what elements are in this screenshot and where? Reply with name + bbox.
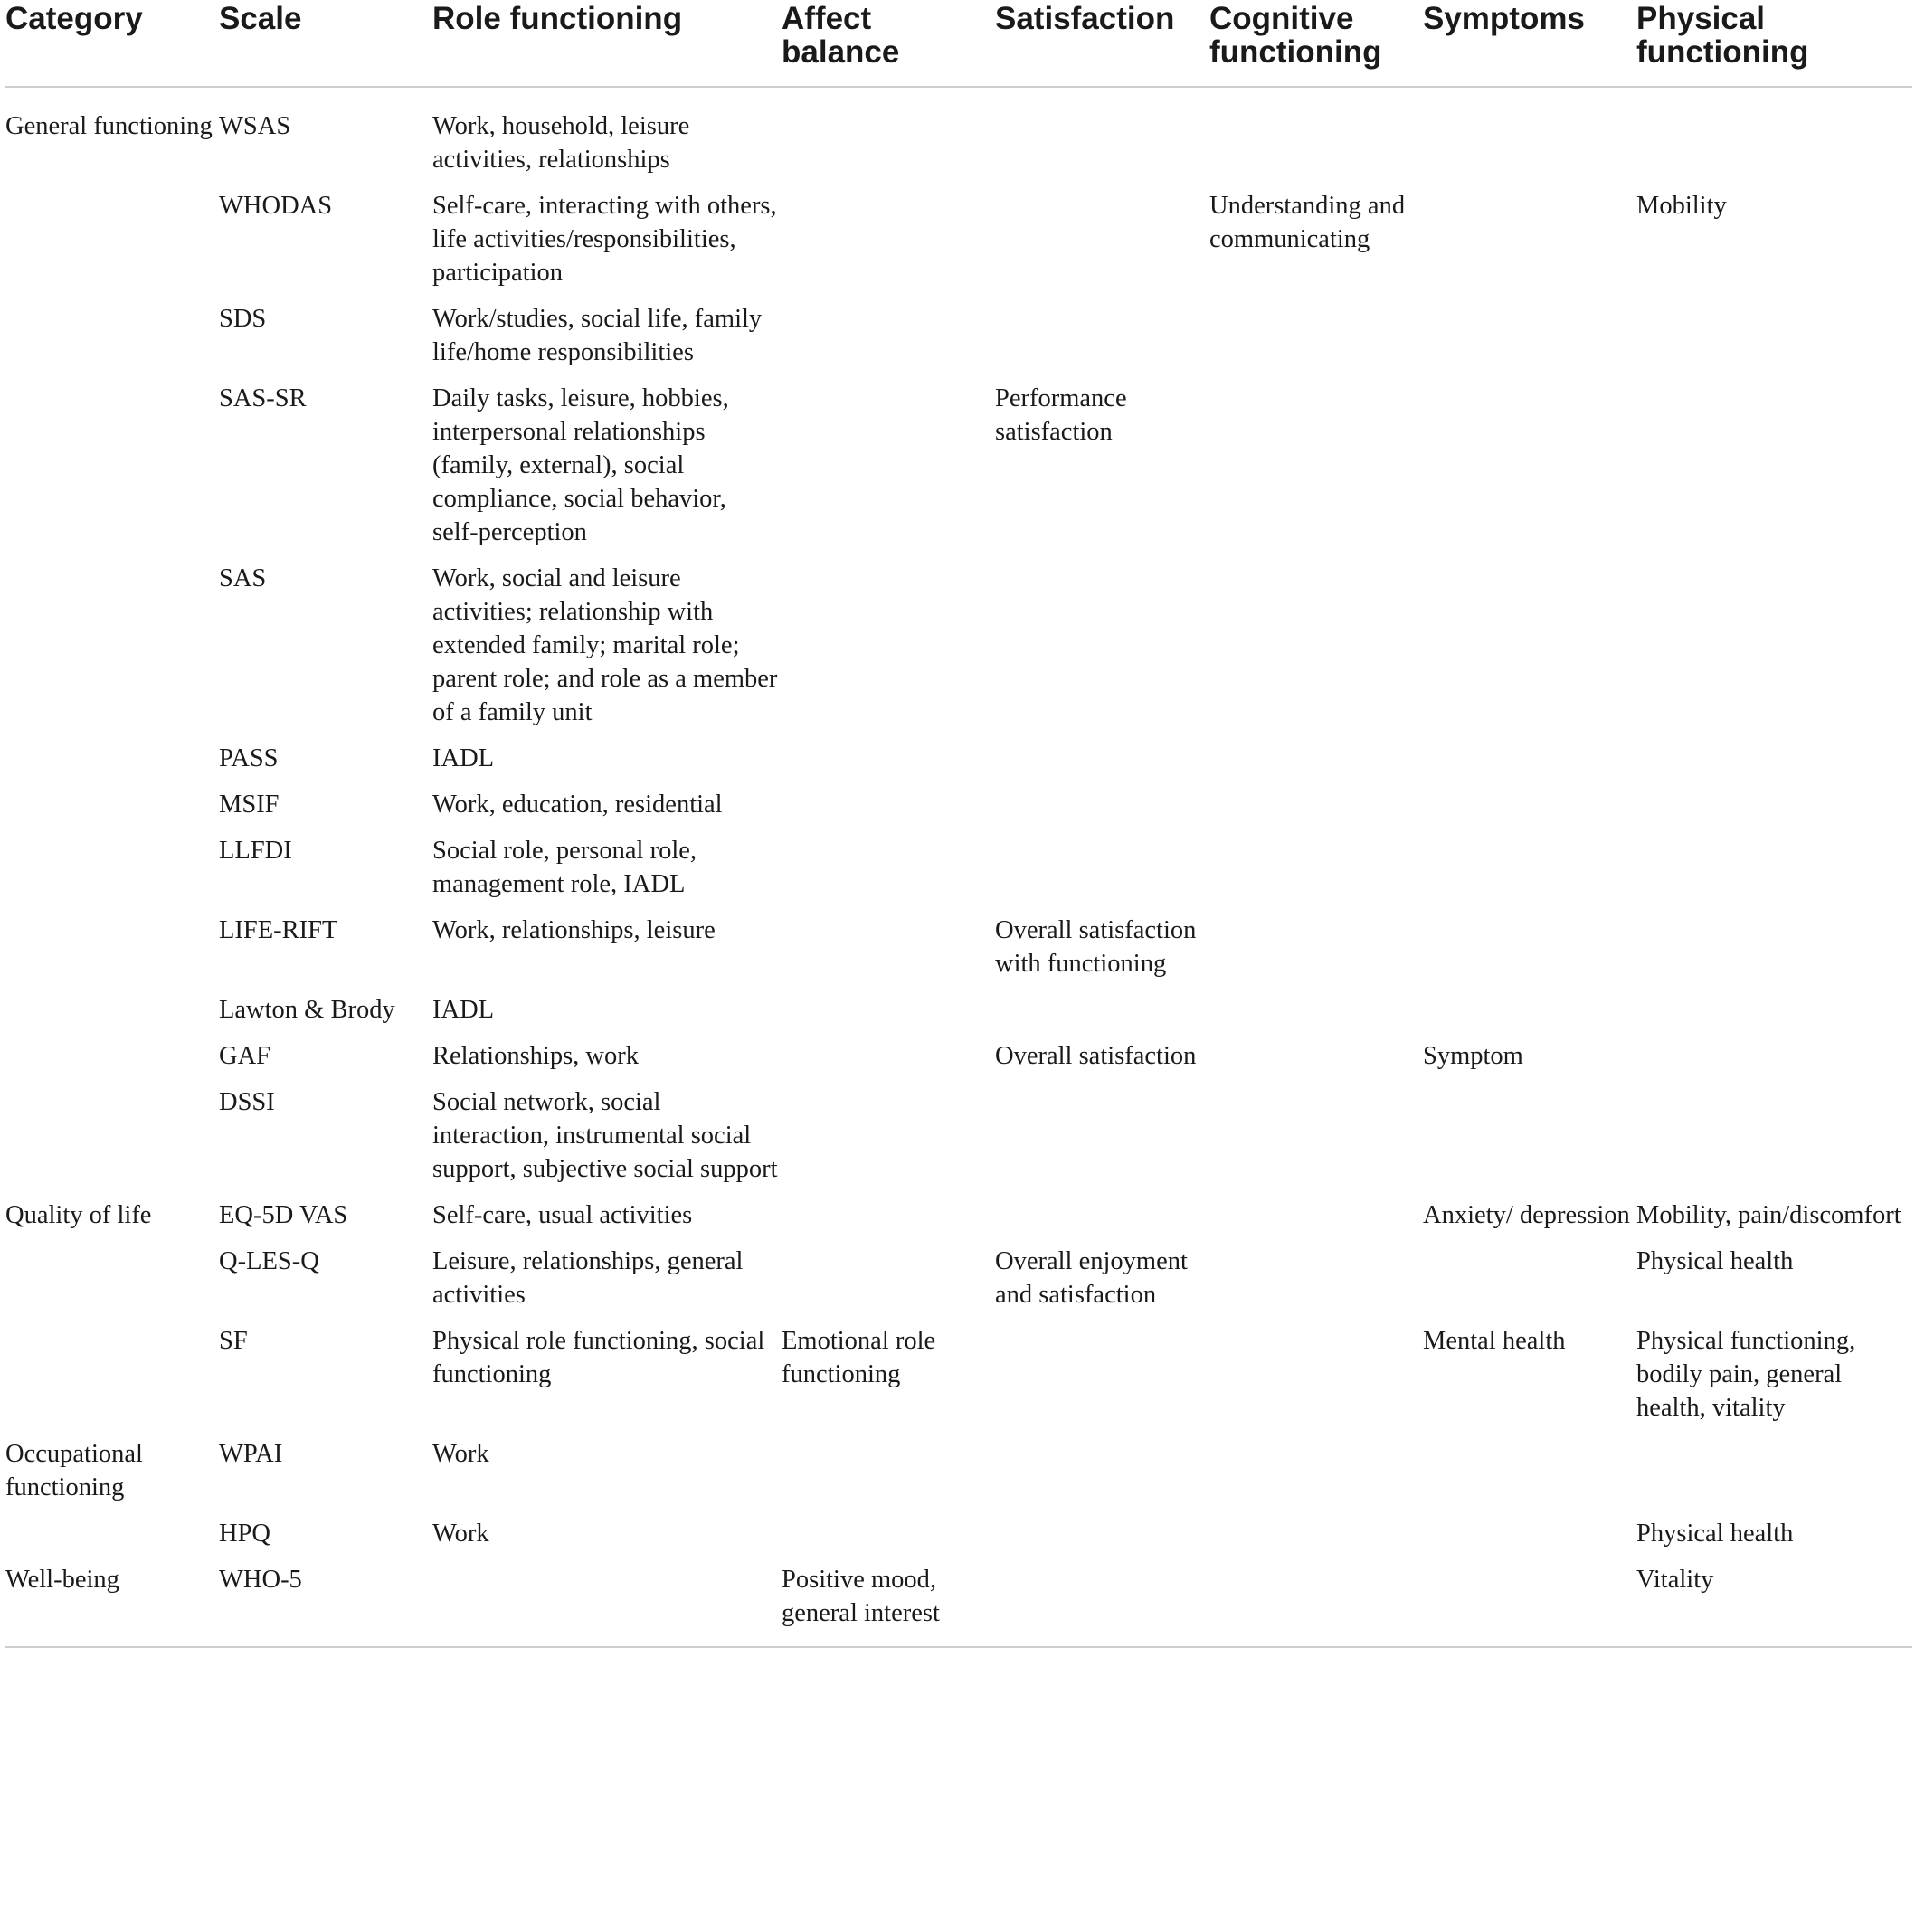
scale-cell: LLFDI (219, 837, 292, 865)
satisfaction-cell (995, 189, 1209, 302)
role-functioning-cell: Physical role functioning, social functioning (432, 1327, 765, 1388)
scale-cell: SF (219, 1327, 248, 1355)
cognitive-functioning-cell (1209, 742, 1423, 788)
table-row (5, 1563, 1912, 1647)
scale-cell: GAF (219, 1042, 271, 1070)
role-functioning-cell: Relationships, work (432, 1042, 639, 1070)
affect-balance-cell (782, 1198, 995, 1245)
symptoms-cell (1423, 1517, 1636, 1563)
role-functioning-cell: Social role, personal role, management role, IADL (432, 837, 697, 898)
affect-balance-cell (782, 1437, 995, 1517)
symptoms-cell (1423, 189, 1636, 302)
table-row (5, 1039, 1912, 1085)
cognitive-functioning-cell (1209, 1085, 1423, 1198)
physical-functioning-cell (1636, 302, 1912, 382)
affect-balance-cell: Positive mood, general interest (782, 1563, 995, 1647)
role-functioning-cell: Daily tasks, leisure, hobbies, interpersonal relationships (family, external), social compliance, social behavior, self-perception (432, 384, 729, 546)
table-row (5, 742, 1912, 788)
category-cell (5, 302, 219, 382)
header-cognitive-functioning: Cognitive functioning (1209, 0, 1423, 87)
satisfaction-cell (995, 1085, 1209, 1198)
physical-functioning-cell (1636, 562, 1912, 742)
satisfaction-cell (995, 562, 1209, 742)
symptoms-cell (1423, 302, 1636, 382)
affect-balance-cell (782, 834, 995, 914)
affect-balance-cell (782, 914, 995, 993)
affect-balance-cell (782, 742, 995, 788)
cognitive-functioning-cell (1209, 1039, 1423, 1085)
table-row (5, 834, 1912, 914)
symptoms-cell (1423, 788, 1636, 834)
affect-balance-cell (782, 1039, 995, 1085)
physical-functioning-cell: Mobility, pain/discomfort (1636, 1201, 1901, 1229)
satisfaction-cell (995, 1198, 1209, 1245)
category-cell (5, 382, 219, 562)
category-cell (5, 562, 219, 742)
table-row (5, 1437, 1912, 1517)
scale-cell: MSIF (219, 791, 280, 819)
role-functioning-cell (432, 1563, 782, 1647)
role-functioning-cell: Work (432, 1520, 489, 1548)
symptoms-cell: Mental health (1423, 1327, 1566, 1355)
role-functioning-cell: Work, relationships, leisure (432, 916, 716, 944)
satisfaction-cell (995, 788, 1209, 834)
header-satisfaction: Satisfaction (995, 0, 1209, 87)
affect-balance-cell (782, 562, 995, 742)
role-functioning-cell: Work/studies, social life, family life/home responsibilities (432, 305, 763, 366)
symptoms-cell (1423, 914, 1636, 993)
physical-functioning-cell: Mobility (1636, 192, 1727, 220)
role-functioning-cell: Social network, social interaction, instrumental social support, subjective social support (432, 1088, 778, 1183)
physical-functioning-cell (1636, 742, 1912, 788)
symptoms-cell (1423, 382, 1636, 562)
scale-cell: WHODAS (219, 192, 333, 220)
satisfaction-cell (995, 993, 1209, 1039)
scale-cell: SAS (219, 564, 267, 592)
satisfaction-cell: Overall enjoyment and satisfaction (995, 1247, 1188, 1309)
symptoms-cell (1423, 562, 1636, 742)
symptoms-cell (1423, 1245, 1636, 1324)
physical-functioning-cell (1636, 1039, 1912, 1085)
scale-cell: SAS-SR (219, 384, 307, 412)
category-cell (5, 189, 219, 302)
category-cell (5, 1085, 219, 1198)
category-cell (5, 993, 219, 1039)
physical-functioning-cell: Physical functioning, bodily pain, general health, vitality (1636, 1327, 1856, 1422)
role-functioning-cell: Leisure, relationships, general activities (432, 1247, 744, 1309)
cognitive-functioning-cell: Understanding and communicating (1209, 192, 1406, 253)
table-row (5, 993, 1912, 1039)
scale-cell: WHO-5 (219, 1563, 432, 1647)
physical-functioning-cell (1636, 834, 1912, 914)
symptoms-cell (1423, 1437, 1636, 1517)
table-row (5, 562, 1912, 742)
scale-cell: LIFE-RIFT (219, 916, 338, 944)
symptoms-cell (1423, 1563, 1636, 1647)
header-category: Category (5, 0, 219, 87)
affect-balance-cell (782, 302, 995, 382)
physical-functioning-cell (1636, 1085, 1912, 1198)
header-row (5, 0, 1912, 87)
cognitive-functioning-cell (1209, 382, 1423, 562)
table-row (5, 788, 1912, 834)
symptoms-cell (1423, 742, 1636, 788)
affect-balance-cell (782, 1517, 995, 1563)
table-row (5, 1245, 1912, 1324)
symptoms-cell (1423, 993, 1636, 1039)
symptoms-cell (1423, 87, 1636, 189)
cognitive-functioning-cell (1209, 1517, 1423, 1563)
category-cell: General functioning (5, 112, 213, 140)
header-scale: Scale (219, 0, 432, 87)
cognitive-functioning-cell (1209, 562, 1423, 742)
role-functioning-cell: IADL (432, 744, 495, 772)
scale-cell: Q-LES-Q (219, 1247, 319, 1275)
cognitive-functioning-cell (1209, 1324, 1423, 1437)
table-row (5, 302, 1912, 382)
satisfaction-cell (995, 1563, 1209, 1647)
table-row (5, 189, 1912, 302)
scale-cell: EQ-5D VAS (219, 1201, 348, 1229)
satisfaction-cell (995, 1324, 1209, 1437)
physical-functioning-cell (1636, 993, 1912, 1039)
category-cell: Quality of life (5, 1201, 152, 1229)
header-symptoms: Symptoms (1423, 0, 1636, 87)
role-functioning-cell: Work, education, residential (432, 791, 723, 819)
category-cell (5, 788, 219, 834)
cognitive-functioning-cell (1209, 1245, 1423, 1324)
scale-cell: Lawton & Brody (219, 996, 395, 1024)
physical-functioning-cell: Vitality (1636, 1563, 1912, 1647)
scales-table-container (5, 0, 1912, 1648)
header-physical-functioning: Physical functioning (1636, 0, 1912, 87)
affect-balance-cell (782, 993, 995, 1039)
physical-functioning-cell: Physical health (1636, 1247, 1794, 1275)
header-affect-balance: Affect balance (782, 0, 995, 87)
affect-balance-cell (782, 382, 995, 562)
symptoms-cell (1423, 1085, 1636, 1198)
satisfaction-cell: Performance satisfaction (995, 384, 1127, 446)
symptoms-cell (1423, 834, 1636, 914)
table-row (5, 1517, 1912, 1563)
scale-cell: PASS (219, 744, 279, 772)
role-functioning-cell: Self-care, usual activities (432, 1201, 693, 1229)
table-row (5, 1085, 1912, 1198)
scale-cell: SDS (219, 305, 267, 333)
satisfaction-cell (995, 302, 1209, 382)
satisfaction-cell (995, 742, 1209, 788)
header-role-functioning: Role functioning (432, 0, 782, 87)
category-cell (5, 1245, 219, 1324)
scale-cell: WSAS (219, 112, 291, 140)
table-row (5, 1198, 1912, 1245)
cognitive-functioning-cell (1209, 1437, 1423, 1517)
scale-cell: DSSI (219, 1088, 275, 1116)
scale-cell: WPAI (219, 1440, 283, 1468)
cognitive-functioning-cell (1209, 1198, 1423, 1245)
symptoms-cell: Anxiety/ depression (1423, 1201, 1630, 1229)
cognitive-functioning-cell (1209, 302, 1423, 382)
affect-balance-cell (782, 788, 995, 834)
category-cell (5, 1324, 219, 1437)
category-cell (5, 914, 219, 993)
role-functioning-cell: IADL (432, 996, 495, 1024)
cognitive-functioning-cell (1209, 87, 1423, 189)
role-functioning-cell: Work (432, 1440, 489, 1468)
satisfaction-cell (995, 834, 1209, 914)
table-row (5, 1324, 1912, 1437)
functioning-scales-table (5, 0, 1912, 1648)
affect-balance-cell (782, 189, 995, 302)
physical-functioning-cell (1636, 914, 1912, 993)
category-cell (5, 1517, 219, 1563)
category-cell (5, 834, 219, 914)
scale-cell: HPQ (219, 1520, 271, 1548)
physical-functioning-cell (1636, 87, 1912, 189)
table-row (5, 382, 1912, 562)
cognitive-functioning-cell (1209, 914, 1423, 993)
table-header (5, 0, 1912, 87)
table-body (5, 87, 1912, 1647)
affect-balance-cell: Emotional role functioning (782, 1327, 936, 1388)
cognitive-functioning-cell (1209, 834, 1423, 914)
physical-functioning-cell (1636, 788, 1912, 834)
symptoms-cell: Symptom (1423, 1042, 1523, 1070)
affect-balance-cell (782, 1245, 995, 1324)
affect-balance-cell (782, 87, 995, 189)
role-functioning-cell: Self-care, interacting with others, life activities/responsibilities, participation (432, 192, 777, 287)
table-row (5, 914, 1912, 993)
satisfaction-cell (995, 1517, 1209, 1563)
category-cell (5, 742, 219, 788)
affect-balance-cell (782, 1085, 995, 1198)
satisfaction-cell (995, 1437, 1209, 1517)
cognitive-functioning-cell (1209, 1563, 1423, 1647)
satisfaction-cell: Overall satisfaction with functioning (995, 916, 1197, 978)
cognitive-functioning-cell (1209, 993, 1423, 1039)
role-functioning-cell: Work, social and leisure activities; relationship with extended family; marital role; parent role; and role as a member of a family unit (432, 564, 778, 726)
category-cell (5, 1039, 219, 1085)
category-cell: Well-being (5, 1563, 219, 1647)
satisfaction-cell: Overall satisfaction (995, 1042, 1197, 1070)
physical-functioning-cell (1636, 1437, 1912, 1517)
physical-functioning-cell (1636, 382, 1912, 562)
physical-functioning-cell: Physical health (1636, 1520, 1794, 1548)
category-cell: Occupational functioning (5, 1440, 143, 1501)
satisfaction-cell (995, 87, 1209, 189)
table-row (5, 87, 1912, 189)
cognitive-functioning-cell (1209, 788, 1423, 834)
role-functioning-cell: Work, household, leisure activities, relationships (432, 112, 690, 174)
